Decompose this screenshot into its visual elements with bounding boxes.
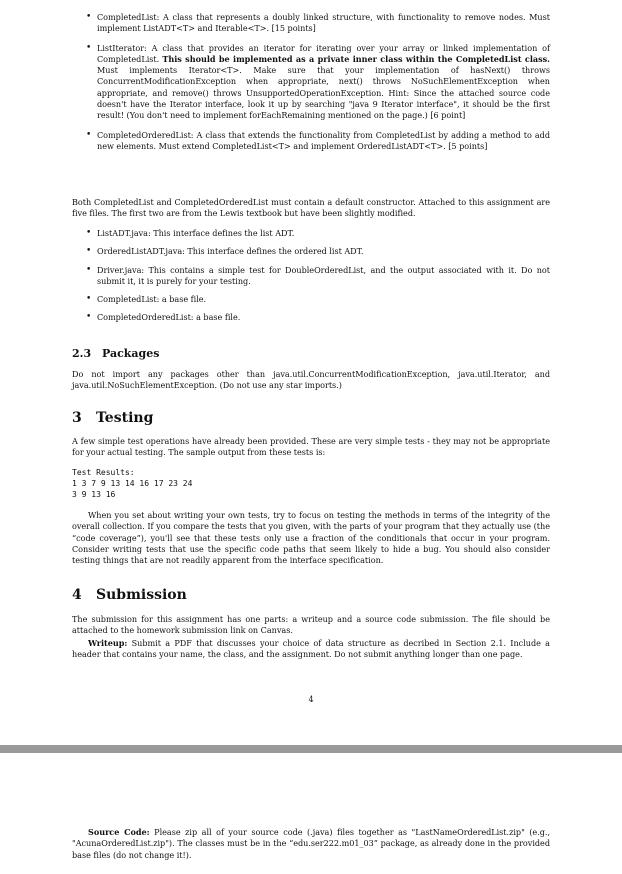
packages-paragraph: Do not import any packages other than java.util.ConcurrentModificationException, java.util.Iterator, and java.util.NoSuchElementException. (Do not use any star imports.) [72,369,550,391]
section-number: 2.3 [72,347,92,360]
source-code-paragraph [72,827,550,861]
class-bullets [72,12,550,152]
file-text: ListADT.java: This interface defines the list ADT. [97,228,295,238]
test-output: Test Results: 1 3 7 9 13 14 16 17 23 24 3 9 13 16 [72,468,193,500]
source-code-text: Please zip all of your source code (.java) files together as "LastNameOrderedList.zip" (e.g., "AcunaOrderedList.zip"). The classes must be in the “edu.ser222.m01_03” package, as already done in the provided base files (do not change it!). [72,827,551,860]
writeup-text: Submit a PDF that discusses your choice of data structure as decribed in Section 2.1. Include a header that contains your name, the class, and the assignment. Do not submit anything longer than one page. [72,638,550,660]
file-bullet-completedlist [72,294,550,305]
bullet-list-iterator [72,43,550,122]
file-bullets [72,228,550,324]
source-code-label: Source Code: [88,827,150,837]
file-text: CompletedOrderedList: a base file. [97,312,241,323]
constructor-paragraph: Both CompletedList and CompletedOrderedList must contain a default constructor. Attached to this assignment are five files. The first two are from the Lewis textbook but have been slightly modified. [72,197,550,219]
file-bullet-completedorderedlist [72,312,550,323]
section-title: Packages [102,347,160,360]
file-text: CompletedList: a base file. [97,294,207,305]
page-number: 4 [308,695,314,704]
section-number: 4 [72,587,82,603]
writeup-label: Writeup: [88,638,128,648]
bullet-text: ListIterator: A class that provides an iterator for iterating over your array or linked implementation of CompletedList. [97,42,550,64]
section-title: Testing [96,410,154,426]
bullet-emphasis: This should be implemented as a private inner class within the CompletedList class. [162,53,550,64]
bullet-text: CompletedOrderedList: A class that extends the functionality from CompletedList by adding a method to add new elements. Must extend CompletedList<T> and implement OrderedListADT<T>. [5 points] [97,129,550,151]
submission-intro: The submission for this assignment has one parts: a writeup and a source code submission. The file should be attached to the homework submission link on Canvas. [72,614,550,636]
writeup-paragraph [72,638,550,661]
bullet-completed-list [72,12,550,35]
file-text: OrderedListADT.java: This interface defines the ordered list ADT. [97,246,364,257]
section-number: 3 [72,410,82,426]
bullet-text: CompletedList: A class that represents a doubly linked structure, with functionality to remove nodes. Must implement ListADT<T> and Iterable<T>. [15 points] [97,12,550,34]
file-bullet-listadt [72,228,550,239]
section-title: Submission [96,587,187,603]
page-divider [0,745,622,753]
submission-heading [72,587,187,603]
testing-heading [72,410,153,426]
testing-intro: A few simple test operations have already been provided. These are very simple tests - they may not be appropriate for your actual testing. The sample output from these tests is: [72,436,550,458]
file-text: Driver.java: This contains a simple test for DoubleOrderedList, and the output associated with it. Do not submit it, it is purely for your testing. [97,264,550,286]
file-bullet-orderedlistadt [72,246,550,257]
bullet-text: Must implements Iterator<T>. Make sure that your implementation of hasNext() throws ConcurrentModificationException when appropriate, next() throws NoSuchElementException when appropriate, and remove() throws UnsupportedOperationException. Hint: Since the attached source code doesn't have the Iterator interface, look it up by searching "java 9 Iterator interface", it should be the first result! (You don't need to implement forEachRemaining mentioned on the page.) [6 point] [97,65,550,121]
testing-paragraph: When you set about writing your own tests, try to focus on testing the methods in terms of the integrity of the overall collection. If you compare the tests that you given, with the parts of your program that they actually use (the “code coverage”), you'll see that these tests only use a fraction of the conditionals that occur in your program. Consider writing tests that use the specific code paths that seem likely to hide a bug. You should also consider testing things that are not readily apparent from the interface specification. [72,510,550,566]
packages-heading [72,347,159,360]
bullet-completed-ordered-list [72,130,550,153]
file-bullet-driver [72,265,550,288]
